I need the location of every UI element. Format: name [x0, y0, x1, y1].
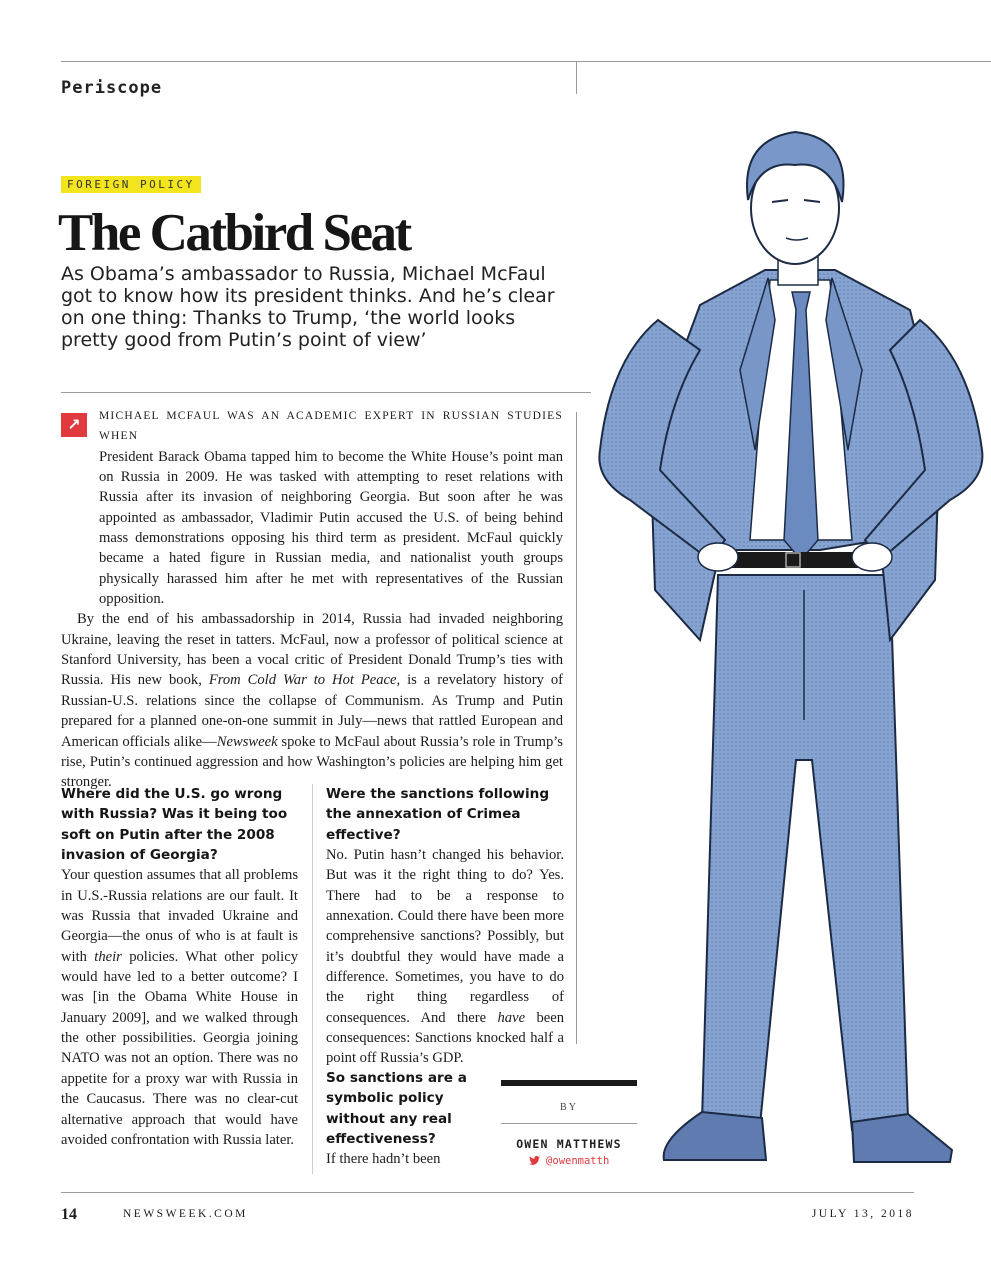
qa-column-2b	[326, 1068, 476, 1170]
category-tag: FOREIGN POLICY	[61, 176, 201, 193]
magazine-name: Newsweek	[216, 733, 278, 750]
byline-by: BY	[560, 1102, 578, 1113]
qa-column-1	[61, 784, 298, 1150]
question-1: Where did the U.S. go wrong with Russia? Was it being too soft on Putin after the 2008 invasion of Georgia?	[61, 786, 288, 864]
byline-rule	[501, 1123, 637, 1124]
arrow-icon: ↗	[61, 413, 87, 437]
publication-url[interactable]: NEWSWEEK.COM	[123, 1208, 248, 1220]
left-hand	[698, 543, 738, 571]
answer-3: If there hadn’t been	[326, 1151, 441, 1168]
dek: As Obama’s ambassador to Russia, Michael McFaul got to know how its president thinks. And he’s clear on one thing: Thanks to Trump, ‘the world looks pretty good from Putin’s point of view’	[61, 263, 555, 351]
book-title: From Cold War to Hot Peace,	[208, 672, 401, 689]
intro-p2: By the end of his ambassadorship in 2014, Russia had invaded neighboring Ukraine, leaving the reset in tatters. McFaul, now a professor of political science at Stanford University, has been a vocal critic of President Donald Trump’s ties with Russia. His new book, From Cold War to Hot Peace, is a revelatory history of Russian-U.S. relations since the collapse of Communism. As Trump and Putin prepared for a planned one-on-one summit in July—news that rattled European and American officials alike—Newsweek spoke to McFaul about Russia’s role in Trump’s rise, Putin’s continued aggression and how Washington’s policies are helping him get stronger.	[61, 611, 563, 791]
trousers	[702, 575, 908, 1130]
headline: The Catbird Seat	[58, 204, 410, 262]
intro-p1: President Barack Obama tapped him to become the White House’s point man on Russia in 2009. He was tasked with attempting to reset relations with Russia after its invasion of neighboring Georgia. But soon after he was appointed as ambassador, Vladimir Putin accused the U.S. of being behind mass demonstrations opposing his third term as president. McFaul quickly became a hated figure in Russian media, and nationalist youth groups physically harassed him after he met with representatives of the Russian opposition.	[99, 448, 563, 608]
intro-rule	[61, 392, 591, 393]
question-3: So sanctions are a symbolic policy without any real effectiveness?	[326, 1070, 467, 1148]
mcfaul-illustration	[590, 120, 990, 1180]
intro-side-rule	[576, 412, 577, 1044]
left-shoe	[664, 1112, 766, 1160]
column-divider	[312, 784, 313, 1174]
question-2: Were the sanctions following the annexation of Crimea effective?	[326, 786, 550, 843]
section-label: Periscope	[61, 78, 163, 98]
byline-bar	[501, 1080, 637, 1086]
author-name: OWEN MATTHEWS	[516, 1137, 622, 1151]
twitter-bird-icon	[529, 1156, 540, 1165]
right-hand	[852, 543, 892, 571]
answer-2: No. Putin hasn’t changed his behavior. But was it the right thing to do? Yes. There had to be a response to annexation. Could there have been more comprehensive sanctions? Possibly, but it’s doubtful they would have made a difference. Sometimes, you have to do the right thing regardless of consequences. And there have been consequences: Sanctions knocked half a point off Russia’s GDP.	[326, 847, 564, 1067]
footer-rule	[61, 1192, 914, 1193]
lead-caps: MICHAEL MCFAUL WAS AN ACADEMIC EXPERT IN RUSSIAN STUDIES WHEN	[99, 410, 563, 443]
answer-1: Your question assumes that all problems in U.S.-Russia relations are our fault. It was Russia that invaded Ukraine and Georgia—the onus of who is at fault is with their policies. What other policy would have led to a better outcome? I was [in the Obama White House in January 2009], and we walked through the other possibilities. Georgia joining NATO was not an option. There was no appetite for a proxy war with Russia in the Caucasus. There was no clear-cut alternative approach that would have avoided confrontation with Russia later.	[61, 867, 298, 1148]
qa-column-2	[326, 784, 564, 1069]
page-number: 14	[61, 1206, 77, 1223]
issue-date: JULY 13, 2018	[811, 1208, 914, 1220]
author-handle[interactable]: @owenmatth	[501, 1155, 637, 1167]
header-rule	[61, 61, 991, 62]
right-shoe	[852, 1114, 952, 1162]
header-divider	[576, 61, 577, 94]
intro-text	[61, 406, 563, 793]
